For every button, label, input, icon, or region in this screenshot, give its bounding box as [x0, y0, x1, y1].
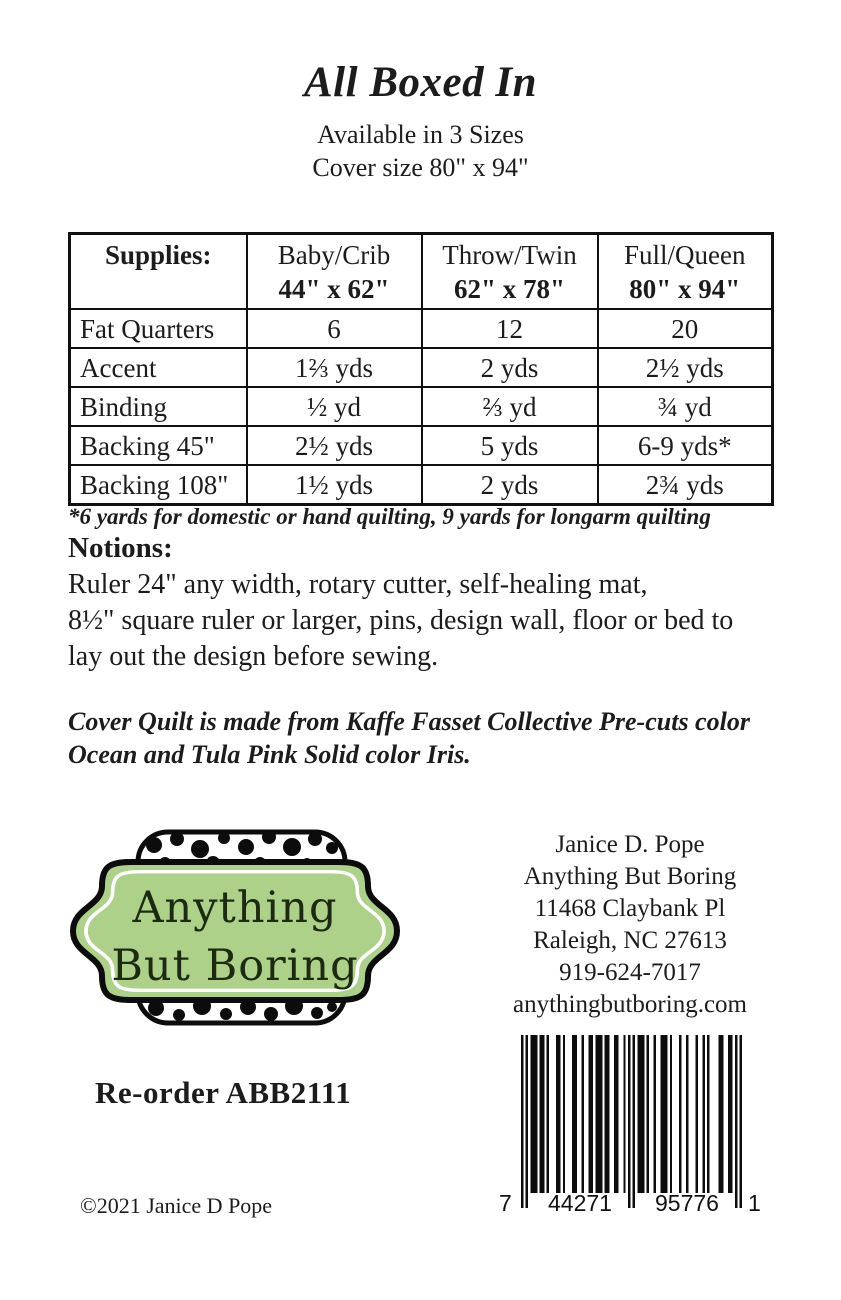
- anything-but-boring-logo: [70, 822, 400, 1032]
- table-cell: ½ yd: [247, 387, 422, 426]
- notions-line: Ruler 24" any width, rotary cutter, self-healing mat,: [68, 569, 648, 600]
- cover-note-line: Cover Quilt is made from Kaffe Fasset Collective Pre-cuts color: [68, 707, 750, 736]
- table-cell: 5 yds: [422, 426, 598, 465]
- notions-heading: Notions:: [68, 532, 173, 564]
- table-cell: 6: [247, 309, 422, 348]
- row-label: Backing 45": [70, 426, 247, 465]
- cover-size-subtitle: Cover size 80" x 94": [312, 153, 529, 182]
- table-row: [70, 309, 773, 348]
- contact-website: anythingbutboring.com: [513, 991, 747, 1018]
- logo-text-line2: But Boring: [111, 941, 359, 991]
- notions-body: [68, 567, 768, 675]
- notions-line: 8½" square ruler or larger, pins, design wall, floor or bed to: [68, 605, 734, 636]
- row-label: Accent: [70, 348, 247, 387]
- contact-name: Janice D. Pope: [555, 831, 705, 858]
- column-header-baby-crib: [247, 234, 422, 310]
- sizes-subtitle: Available in 3 Sizes: [317, 120, 524, 149]
- page-title: All Boxed In: [304, 59, 537, 106]
- table-cell: 2½ yds: [247, 426, 422, 465]
- copyright-line: ©2021 Janice D Pope: [80, 1193, 273, 1218]
- table-row: [70, 387, 773, 426]
- column-size: 62" x 78": [454, 274, 565, 304]
- table-cell: 12: [422, 309, 598, 348]
- barcode-digit-system: 7: [499, 1190, 512, 1216]
- table-row: [70, 426, 773, 465]
- table-cell: 2 yds: [422, 465, 598, 505]
- table-cell: ⅔ yd: [422, 387, 598, 426]
- barcode-digit-right-group: 95776: [655, 1190, 719, 1216]
- table-header-row: [70, 234, 773, 310]
- logo-text-line1: Anything: [132, 883, 338, 933]
- contact-company: Anything But Boring: [523, 863, 737, 890]
- table-cell: 1½ yds: [247, 465, 422, 505]
- row-label: Binding: [70, 387, 247, 426]
- table-row: [70, 465, 773, 505]
- cover-note-line: Ocean and Tula Pink Solid color Iris.: [68, 740, 471, 769]
- column-size: 80" x 94": [629, 274, 741, 304]
- logo-plaque: [73, 862, 397, 1000]
- reorder-number: Re-order ABB2111: [95, 1075, 352, 1110]
- cover-quilt-note: [68, 705, 768, 771]
- column-header-throw-twin: [422, 234, 598, 310]
- contact-street: 11468 Claybank Pl: [534, 895, 726, 922]
- supplies-table: [68, 232, 774, 506]
- upc-barcode-bars: [521, 1035, 742, 1208]
- column-name: Baby/Crib: [277, 240, 391, 270]
- contact-city: Raleigh, NC 27613: [533, 927, 727, 954]
- column-name: Throw/Twin: [442, 240, 577, 270]
- column-size: 44" x 62": [278, 274, 390, 304]
- table-cell: 20: [598, 309, 773, 348]
- backing-footnote: *6 yards for domestic or hand quilting, 9 yards for longarm quilting: [68, 504, 711, 529]
- contact-block: [455, 829, 805, 1021]
- table-cell: 2 yds: [422, 348, 598, 387]
- column-header-full-queen: [598, 234, 773, 310]
- supplies-header-cell: Supplies:: [70, 234, 247, 310]
- table-cell: ¾ yd: [598, 387, 773, 426]
- table-cell: 2½ yds: [598, 348, 773, 387]
- barcode-digit-check: 1: [748, 1190, 761, 1216]
- row-label: Backing 108": [70, 465, 247, 505]
- table-cell: 6-9 yds*: [598, 426, 773, 465]
- contact-phone: 919-624-7017: [559, 959, 701, 986]
- table-row: [70, 348, 773, 387]
- notions-line: lay out the design before sewing.: [68, 641, 439, 672]
- barcode-digit-left-group: 44271: [548, 1190, 612, 1216]
- table-cell: 1⅔ yds: [247, 348, 422, 387]
- column-name: Full/Queen: [624, 240, 746, 270]
- table-cell: 2¾ yds: [598, 465, 773, 505]
- row-label: Fat Quarters: [70, 309, 247, 348]
